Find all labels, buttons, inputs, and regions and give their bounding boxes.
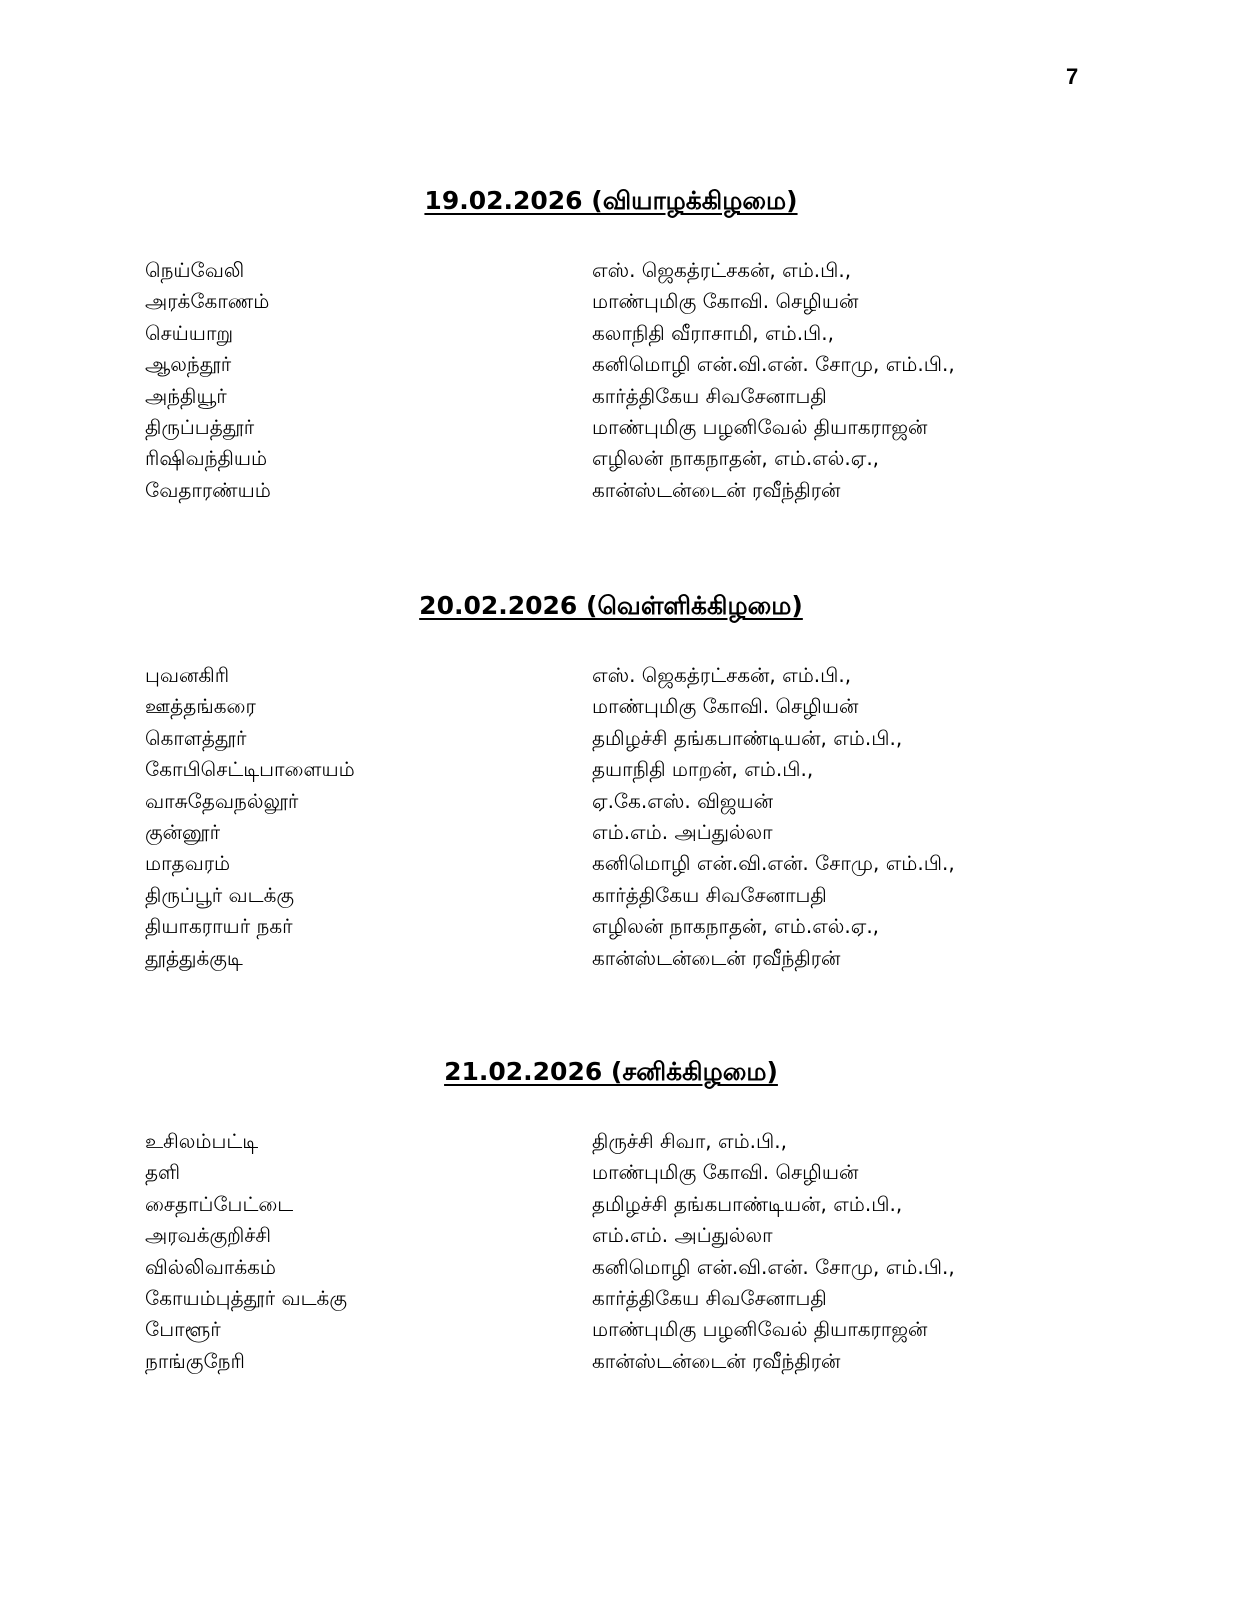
list-item: [0, 1220, 1236, 1251]
constituency: சைதாப்பேட்டை: [145, 1191, 294, 1216]
speaker: எம்.எம். அப்துல்லா: [592, 819, 773, 844]
speaker: தமிழச்சி தங்கபாண்டியன், எம்.பி.,: [592, 725, 903, 750]
speaker: கார்த்திகேய சிவசேனாபதி: [592, 882, 827, 907]
constituency: திருப்பூர் வடக்கு: [145, 882, 295, 907]
section-heading: [0, 185, 1222, 217]
list-item: [0, 443, 1236, 474]
list-item: [0, 1252, 1236, 1283]
schedule-list: [0, 255, 1236, 506]
list-item: [0, 817, 1236, 848]
list-item: [0, 475, 1236, 506]
constituency: கொளத்தூர்: [145, 725, 247, 750]
list-item: [0, 349, 1236, 380]
constituency: ரிஷிவந்தியம்: [145, 446, 268, 471]
constituency: குன்னூர்: [145, 819, 221, 844]
date-heading-text: 20.02.2026 (வெள்ளிக்கிழமை): [419, 591, 803, 620]
speaker: மாண்புமிகு கோவி. செழியன்: [592, 694, 859, 719]
speaker: கார்த்திகேய சிவசேனாபதி: [592, 383, 827, 408]
list-item: [0, 412, 1236, 443]
speaker: தமிழச்சி தங்கபாண்டியன், எம்.பி.,: [592, 1191, 903, 1216]
speaker: எஸ். ஜெகத்ரட்சகன், எம்.பி.,: [592, 258, 852, 282]
list-item: [0, 381, 1236, 412]
constituency: புவனகிரி: [145, 663, 230, 687]
page-number: 7: [1066, 64, 1079, 89]
constituency: உசிலம்பட்டி: [145, 1129, 259, 1153]
constituency: நெய்வேலி: [145, 258, 245, 282]
speaker: கான்ஸ்டன்டைன் ரவீந்திரன்: [592, 1348, 841, 1373]
section-heading: [0, 1056, 1222, 1088]
speaker: மாண்புமிகு கோவி. செழியன்: [592, 289, 859, 314]
constituency: நாங்குநேரி: [145, 1348, 245, 1373]
speaker: எஸ். ஜெகத்ரட்சகன், எம்.பி.,: [592, 663, 852, 687]
constituency: கோயம்புத்தூர் வடக்கு: [145, 1285, 347, 1310]
date-heading-text: 21.02.2026 (சனிக்கிழமை): [444, 1057, 778, 1086]
constituency: மாதவரம்: [145, 851, 231, 876]
section-heading: [0, 590, 1222, 622]
speaker: எம்.எம். அப்துல்லா: [592, 1223, 773, 1248]
speaker: கலாநிதி வீராசாமி, எம்.பி.,: [592, 320, 835, 345]
list-item: [0, 911, 1236, 942]
constituency: கோபிசெட்டிபாளையம்: [145, 757, 355, 782]
list-item: [0, 786, 1236, 817]
list-item: [0, 723, 1236, 754]
constituency: போளூர்: [145, 1317, 221, 1342]
list-item: [0, 691, 1236, 722]
speaker: எழிலன் நாகநாதன், எம்.எல்.ஏ.,: [592, 914, 880, 939]
list-item: [0, 1157, 1236, 1188]
schedule-list: [0, 660, 1236, 974]
list-item: [0, 1346, 1236, 1377]
list-item: [0, 1283, 1236, 1314]
constituency: தூத்துக்குடி: [145, 945, 243, 970]
speaker: மாண்புமிகு பழனிவேல் தியாகராஜன்: [592, 1317, 928, 1342]
constituency: தியாகராயர் நகர்: [145, 914, 293, 939]
constituency: அரக்கோணம்: [145, 289, 270, 314]
speaker: கார்த்திகேய சிவசேனாபதி: [592, 1285, 827, 1310]
constituency: ஊத்தங்கரை: [145, 694, 256, 719]
list-item: [0, 880, 1236, 911]
constituency: திருப்பத்தூர்: [145, 414, 255, 439]
list-item: [0, 1314, 1236, 1345]
constituency: வில்லிவாக்கம்: [145, 1254, 276, 1279]
date-heading-text: 19.02.2026 (வியாழக்கிழமை): [424, 186, 798, 215]
speaker: கான்ஸ்டன்டைன் ரவீந்திரன்: [592, 945, 841, 970]
list-item: [0, 318, 1236, 349]
speaker: கனிமொழி என்.வி.என். சோமு, எம்.பி.,: [592, 1254, 955, 1279]
speaker: கனிமொழி என்.வி.என். சோமு, எம்.பி.,: [592, 352, 955, 377]
speaker: திருச்சி சிவா, எம்.பி.,: [592, 1129, 787, 1153]
constituency: அந்தியூர்: [145, 383, 227, 408]
list-item: [0, 660, 1236, 691]
speaker: கான்ஸ்டன்டைன் ரவீந்திரன்: [592, 477, 841, 502]
constituency: ஆலந்தூர்: [145, 352, 232, 377]
list-item: [0, 255, 1236, 286]
list-item: [0, 286, 1236, 317]
schedule-list: [0, 1126, 1236, 1377]
constituency: வாசுதேவநல்லூர்: [145, 788, 299, 813]
speaker: ஏ.கே.எஸ். விஜயன்: [592, 788, 774, 813]
speaker: கனிமொழி என்.வி.என். சோமு, எம்.பி.,: [592, 851, 955, 876]
speaker: மாண்புமிகு பழனிவேல் தியாகராஜன்: [592, 414, 928, 439]
constituency: அரவக்குறிச்சி: [145, 1223, 272, 1248]
list-item: [0, 1126, 1236, 1157]
constituency: வேதாரண்யம்: [145, 477, 271, 502]
speaker: மாண்புமிகு கோவி. செழியன்: [592, 1160, 859, 1185]
constituency: தளி: [145, 1160, 181, 1185]
list-item: [0, 943, 1236, 974]
speaker: தயாநிதி மாறன், எம்.பி.,: [592, 757, 814, 782]
constituency: செய்யாறு: [145, 320, 234, 345]
speaker: எழிலன் நாகநாதன், எம்.எல்.ஏ.,: [592, 446, 880, 471]
list-item: [0, 848, 1236, 879]
list-item: [0, 1189, 1236, 1220]
list-item: [0, 754, 1236, 785]
